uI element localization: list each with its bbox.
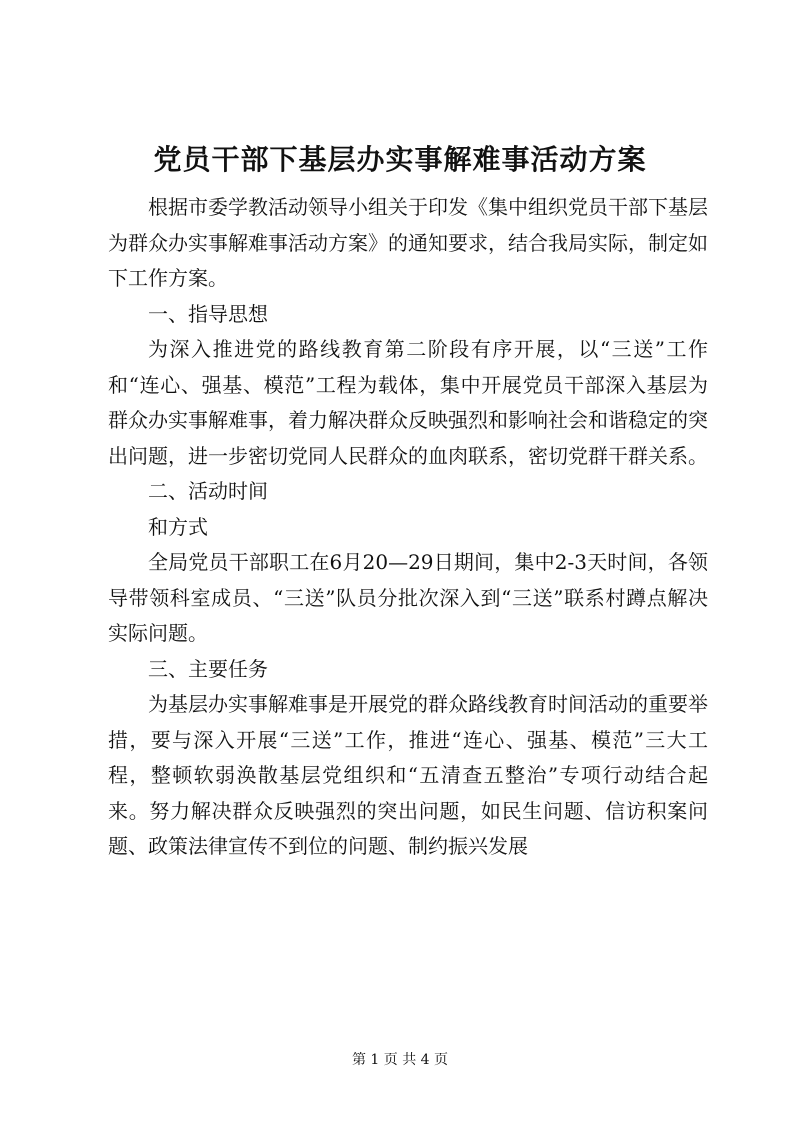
paragraph-main-tasks: 为基层办实事解难事是开展党的群众路线教育时间活动的重要举措，要与深入开展“三送”工作，推进“连心、强基、模范”三大工程，整顿软弱涣散基层党组织和“五清查五整治”专项行动结合起来。努力解决群众反映强烈的突出问题，如民生问题、信访积案问题、政策法律宣传不到位的问题、制约振兴发展 — [108, 692, 708, 858]
document-title: 党员干部下基层办实事解难事活动方案 — [153, 143, 647, 176]
document-body — [108, 190, 708, 865]
paragraph-guiding-ideology: 为深入推进党的路线教育第二阶段有序开展，以“三送”工作和“连心、强基、模范”工程为载体，集中开展党员干部深入基层为群众办实事解难事，着力解决群众反映强烈和影响社会和谐稳定的突出问题，进一步密切党同人民群众的血肉联系，密切党群干群关系。 — [108, 337, 708, 468]
section-heading-main-tasks: 三、主要任务 — [148, 656, 268, 681]
paragraph-intro: 根据市委学教活动领导小组关于印发《集中组织党员干部下基层为群众办实事解难事活动方案》的通知要求，结合我局实际，制定如下工作方案。 — [108, 195, 708, 290]
section-heading-activity-time: 二、活动时间 — [148, 479, 268, 503]
section-heading-guiding-ideology: 一、指导思想 — [148, 301, 268, 326]
paragraph-activity-time: 全局党员干部职工在6月20—29日期间，集中2-3天时间，各领导带领科室成员、“三送”队员分批次深入到“三送”联系村蹲点解决实际问题。 — [108, 550, 708, 645]
section-heading-method: 和方式 — [148, 514, 208, 539]
page-footer: 第 1 页 共 4 页 — [351, 1052, 449, 1068]
